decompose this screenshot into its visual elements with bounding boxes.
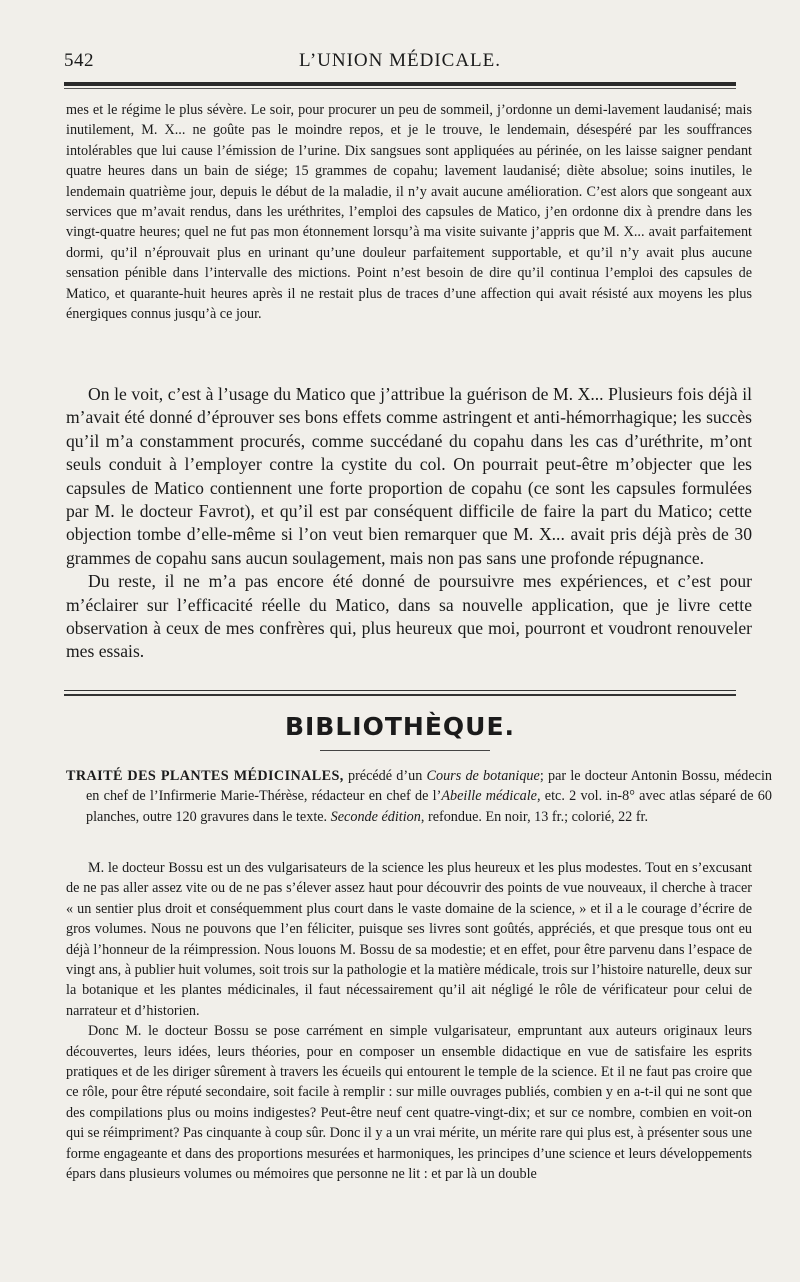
citation-text: , refondue. En noir, 13 fr.; colorié, 22 fr. (420, 808, 649, 825)
article-paragraph: Du reste, il ne m’a pas encore été donné de poursuivre mes expériences, et c’est pour m’éclairer sur l’efficacité réelle du Matico, dans sa nouvelle application, que je livre cette observation à ceux de mes confrères qui, plus heureux que moi, pourront et voudront renouveler mes essais. (66, 571, 752, 662)
running-title: L’UNION MÉDICALE. (298, 50, 502, 71)
article-paragraph: mes et le régime le plus sévère. Le soir, pour procurer un peu de sommeil, j’ordonne un demi-lavement laudanisé; mais inutilement, M. X... ne goûte pas le moindre repos, et je le trouve, le lendemain, désespéré par les souffrances intolérables que lui cause l’émission de l’urine. Dix sangsues sont appliquées au périnée, on les laisse saigner pendant quatre heures dans un bain de siége; 15 grammes de copahu; lavement laudanisé; diète absolue; soins inutiles, le lendemain quatrième jour, depuis le début de la maladie, il n’y avait aucune amélioration. C’est alors que songeant aux services que m’avait rendus, dans les uréthrites, l’emploi des capsules de Matico, j’en ordonne dix à prendre dans les vingt-quatre heures; quel ne fut pas mon étonnement lorsqu’à ma visite suivante j’appris que M. X... avait parfaitement dormi, qu’il n’éprouvait plus en urinant qu’une douleur parfaitement supportable, et qu’il n’y avait plus aucune sensation pénible dans l’intervalle des mictions. Point n’est besoin de dire qu’il continua l’emploi des capsules de Matico, et quarante-huit heures après il ne restait plus de traces d’une affection qui avait résisté aux moyens les plus énergiques connus jusqu’à ce jour. (66, 102, 752, 323)
section-title: BIBLIOTHÈQUE. (284, 712, 516, 741)
article-paragraph: On le voit, c’est à l’usage du Matico que j’attribue la guérison de M. X... Plusieurs fois déjà il m’avait été donné d’éprouver ses bons effets comme astringent et anti-hémorrhagique; les succès qu’il m’a constamment procurés, comme succédané du copahu dans les cas d’uréthrite, m’ont seuls conduit à l’employer contre la cystite du col. On pourrait peut-être m’objecter que les capsules de Matico contiennent une forte proportion de copahu (ce sont les capsules formulées par M. le docteur Favrot), et qu’il est par conséquent difficile de faire la part du Matico; cette objection tombe d’elle-même si l’on veut bien remarquer que M. X... avait pris déjà près de 30 grammes de copahu sans aucun soulagement, mais non pas sans une profonde répugnance. (66, 384, 752, 568)
section-title-rule (320, 750, 490, 751)
review-paragraph: M. le docteur Bossu est un des vulgarisateurs de la science les plus heureux et les plus modestes. Tout en s’excusant de ne pas aller assez vite ou de ne pas s’élever assez haut pour découvrir des points de vue nouveaux, il cherche à tracer « un sentier plus droit et conséquemment plus court dans le vaste domaine de la science, » et il a le courage d’écrire de gros volumes. Nous ne pouvons que l’en féliciter, puisque ses livres sont goûtés, appréciés, et que presque tous ont eu déjà l’honneur de la réimpression. Nous louons M. Bossu de sa modestie; et en effet, pour être parvenu dans l’espace de vingt ans, à publier huit volumes, soit trois sur la pathologie et la matière médicale, trois sur l’histoire naturelle, deux sur la botanique et les plantes médicinales, il faut nécessairement qu’il ait négligé le rôle de vérificateur pour celui de narrateur et d’historien. (66, 860, 752, 1019)
citation-text: ; par le docteur Antonin Bossu, médecin en chef de l’Infirmerie Marie-Thérèse, rédacteur en chef de l’ (86, 768, 772, 805)
citation-italic: Abeille médicale (441, 788, 537, 805)
citation-italic: Seconde édition (330, 808, 421, 825)
header-rule (64, 82, 736, 86)
article-conclusion (66, 383, 752, 664)
review-paragraph: Donc M. le docteur Bossu se pose carrément en simple vulgarisateur, empruntant aux auteurs originaux leurs découvertes, leurs idées, leurs théories, pour en composer un ensemble didactique en vue de satisfaire les esprits pratiques et de les diriger sûrement à travers les écueils qui entourent le temple de la science. Et il ne faut pas croire que ce rôle, pour être réputé secondaire, soit facile à remplir : sur mille ouvrages publiés, combien y en a-t-il qui ne sont que des compilations plus ou moins indigestes? Peut-être neuf cent quatre-vingt-dix; et sur ce nombre, combien en voit-on qui se réimpriment? Pas cinquante à coup sûr. Donc il y a un vrai mérite, un mérite rare qui plus est, à présenter sous une forme engageante et dans des proportions mesurées et harmoniques, les principes d’une science et leurs développements épars dans plusieurs volumes ou mémoires que personne ne lit : et par là un double (66, 1023, 752, 1183)
header-rule-thin (64, 88, 736, 89)
book-entry (66, 766, 772, 827)
citation-italic: Cours de botanique (426, 768, 540, 784)
page-header (64, 46, 736, 76)
section-divider (64, 690, 736, 691)
section-divider (64, 694, 736, 696)
citation-text: précédé d’un (343, 768, 427, 784)
book-citation (66, 766, 772, 827)
citation-text: , etc. 2 vol. in-8° avec atlas séparé de 60 planches, outre 120 gravures dans le texte. (86, 788, 772, 825)
page-number: 542 (64, 50, 94, 71)
review-body (66, 858, 752, 1185)
book-title: TRAITÉ DES PLANTES MÉDICINALES, (66, 768, 344, 784)
article-continuation (66, 100, 752, 324)
